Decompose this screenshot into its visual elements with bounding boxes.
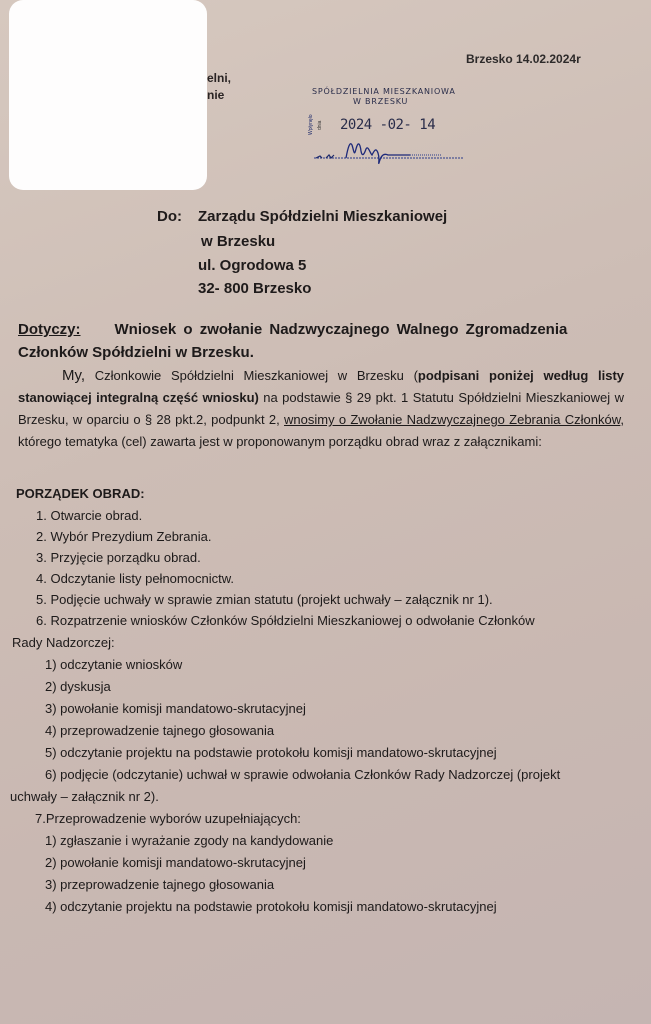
agenda-subitem: 6) podjęcie (odczytanie) uchwał w sprawie odwołania Członków Rady Nadzorczej (projekt bbox=[45, 767, 561, 782]
body-text: , którego tematyka (cel) zawarta jest w proponowanym porządku obrad wraz z załącznikami: bbox=[18, 412, 624, 449]
agenda-subitem: 5) odczytanie projektu na podstawie protokołu komisji mandatowo-skrutacyjnej bbox=[45, 745, 497, 760]
agenda-subitem: 1) zgłaszanie i wyrażanie zgody na kandydowanie bbox=[45, 833, 334, 848]
agenda-subitem: 3) przeprowadzenie tajnego głosowania bbox=[45, 877, 275, 892]
agenda-subitem: 2) dyskusja bbox=[45, 679, 111, 694]
body-text: na podstawie § 29 pkt. 1 Statutu Spółdzielni Mieszkaniowej w Brzesku, w oparciu o § 28 pkt.2, podpunkt 2, bbox=[18, 390, 624, 427]
stamp-organization: SPÓŁDZIELNIA MIESZKANIOWA bbox=[312, 87, 456, 96]
recipient-line: Zarządu Spółdzielni Mieszkaniowej bbox=[198, 208, 448, 225]
subject-title-line1: Wniosek o zwołanie Nadzwyczajnego Walnego Zgromadzenia bbox=[114, 321, 568, 338]
stamp-city: W BRZESKU bbox=[353, 97, 409, 106]
agenda-subitem: 2) powołanie komisji mandatowo-skrutacyjnej bbox=[45, 855, 306, 870]
recipient-line: w Brzesku bbox=[201, 233, 276, 250]
sender-fragment: nie bbox=[207, 88, 225, 102]
body-underlined-text: wnosimy o Zwołanie Nadzwyczajnego Zebrania Członków bbox=[284, 412, 621, 427]
agenda-subitem: 4) odczytanie projektu na podstawie protokołu komisji mandatowo-skrutacyjnej bbox=[45, 899, 497, 914]
agenda-subitem: 4) przeprowadzenie tajnego głosowania bbox=[45, 723, 275, 738]
agenda-subitem: 3) powołanie komisji mandatowo-skrutacyjnej bbox=[45, 701, 306, 716]
agenda-item: 1. Otwarcie obrad. bbox=[36, 508, 143, 523]
agenda-item: 4. Odczytanie listy pełnomocnictw. bbox=[36, 571, 234, 586]
agenda-subitem-continuation: uchwały – załącznik nr 2). bbox=[10, 789, 159, 804]
body-bold-text: podpisani poniżej według listy stanowiącej integralną część wniosku) bbox=[18, 368, 624, 405]
agenda-item: 6. Rozpatrzenie wniosków Członków Spółdzielni Mieszkaniowej o odwołanie Członków bbox=[36, 613, 535, 628]
received-stamp bbox=[300, 85, 480, 165]
stamp-label-received: Wpłynęło bbox=[308, 114, 314, 135]
body-text: Członkowie Spółdzielni Mieszkaniowej w Brzesku ( bbox=[85, 368, 418, 383]
agenda-item: 5. Podjęcie uchwały w sprawie zmian statutu (projekt uchwały – załącznik nr 1). bbox=[36, 592, 493, 607]
redacted-sender-block bbox=[9, 0, 207, 190]
agenda-item-continuation: Rady Nadzorczej: bbox=[12, 635, 115, 650]
subject-title-line2: Członków Spółdzielni w Brzesku. bbox=[18, 344, 254, 361]
place-and-date: Brzesko 14.02.2024r bbox=[466, 52, 581, 66]
agenda-heading: PORZĄDEK OBRAD: bbox=[16, 486, 145, 501]
body-paragraph bbox=[18, 365, 624, 453]
body-my: My, bbox=[62, 367, 86, 384]
recipient-prefix: Do: bbox=[157, 208, 182, 225]
agenda-subitem: 1) odczytanie wniosków bbox=[45, 657, 183, 672]
stamp-label-day: dnia bbox=[317, 120, 323, 130]
recipient-line: 32- 800 Brzesko bbox=[198, 280, 312, 297]
signature-icon bbox=[314, 139, 474, 165]
agenda-item: 3. Przyjęcie porządku obrad. bbox=[36, 550, 201, 565]
recipient-line: ul. Ogrodowa 5 bbox=[198, 257, 307, 274]
agenda-item: 2. Wybór Prezydium Zebrania. bbox=[36, 529, 212, 544]
stamp-date: 2024 -02- 14 bbox=[340, 117, 436, 133]
sender-fragment: elni, bbox=[207, 71, 232, 85]
subject-label: Dotyczy: bbox=[18, 321, 81, 338]
agenda-item: 7.Przeprowadzenie wyborów uzupełniających: bbox=[35, 811, 301, 826]
subject-block bbox=[18, 318, 618, 364]
